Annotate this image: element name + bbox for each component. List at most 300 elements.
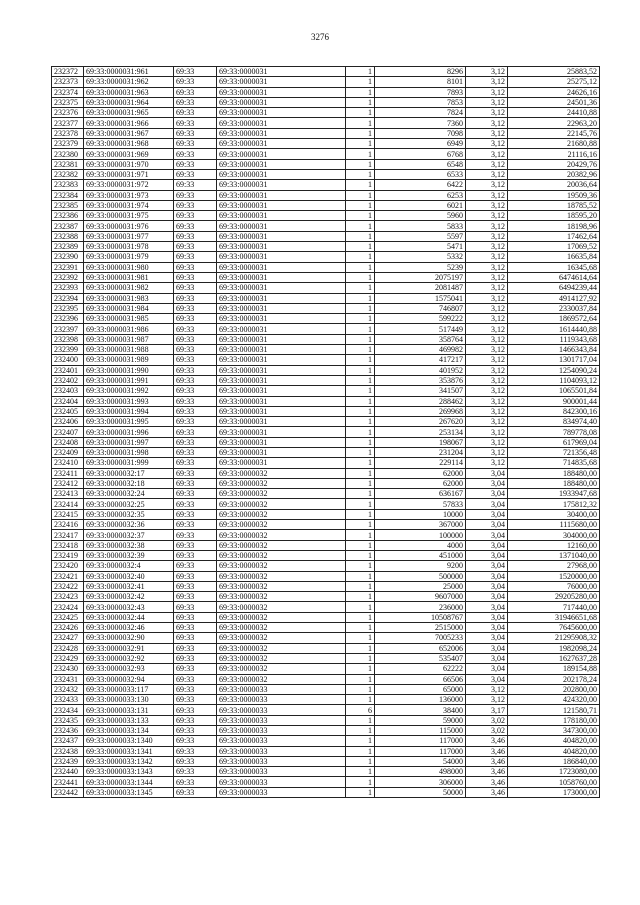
rate-cell: 3,04 <box>466 550 508 560</box>
cadastral-number-cell: 69:33:0000032:39 <box>84 550 174 560</box>
area-cell: 5471 <box>375 242 466 252</box>
row-number-cell: 232389 <box>52 242 84 252</box>
quarter-number-cell: 69:33:0000032 <box>217 571 346 581</box>
row-number-cell: 232438 <box>52 746 84 756</box>
quarter-number-cell: 69:33:0000033 <box>217 715 346 725</box>
count-cell: 1 <box>346 540 375 550</box>
quarter-number-cell: 69:33:0000032 <box>217 509 346 519</box>
table-row <box>52 87 600 97</box>
table-row <box>52 509 600 519</box>
row-number-cell: 232406 <box>52 417 84 427</box>
rate-cell: 3,12 <box>466 375 508 385</box>
cadastral-number-cell: 69:33:0000033:117 <box>84 684 174 694</box>
table-row <box>52 458 600 468</box>
region-code-cell: 69:33 <box>174 787 217 797</box>
rate-cell: 3,12 <box>466 221 508 231</box>
quarter-number-cell: 69:33:0000031 <box>217 108 346 118</box>
area-cell: 50000 <box>375 787 466 797</box>
cadastral-value-cell: 1627637,28 <box>508 653 600 663</box>
region-code-cell: 69:33 <box>174 139 217 149</box>
table-row <box>52 705 600 715</box>
table-row <box>52 726 600 736</box>
table-row <box>52 293 600 303</box>
row-number-cell: 232430 <box>52 664 84 674</box>
rate-cell: 3,04 <box>466 581 508 591</box>
rate-cell: 3,12 <box>466 386 508 396</box>
rate-cell: 3,04 <box>466 468 508 478</box>
area-cell: 62000 <box>375 478 466 488</box>
row-number-cell: 232387 <box>52 221 84 231</box>
cadastral-value-cell: 24501,36 <box>508 97 600 107</box>
cadastral-number-cell: 69:33:0000031:970 <box>84 159 174 169</box>
rate-cell: 3,04 <box>466 561 508 571</box>
row-number-cell: 232419 <box>52 550 84 560</box>
cadastral-value-cell: 178180,00 <box>508 715 600 725</box>
cadastral-number-cell: 69:33:0000032:35 <box>84 509 174 519</box>
count-cell: 1 <box>346 77 375 87</box>
row-number-cell: 232376 <box>52 108 84 118</box>
cadastral-number-cell: 69:33:0000032:24 <box>84 489 174 499</box>
table-row <box>52 489 600 499</box>
quarter-number-cell: 69:33:0000032 <box>217 489 346 499</box>
quarter-number-cell: 69:33:0000031 <box>217 365 346 375</box>
cadastral-value-cell: 175812,32 <box>508 499 600 509</box>
row-number-cell: 232434 <box>52 705 84 715</box>
row-number-cell: 232404 <box>52 396 84 406</box>
quarter-number-cell: 69:33:0000031 <box>217 314 346 324</box>
region-code-cell: 69:33 <box>174 715 217 725</box>
cadastral-number-cell: 69:33:0000032:92 <box>84 653 174 663</box>
region-code-cell: 69:33 <box>174 314 217 324</box>
rate-cell: 3,46 <box>466 767 508 777</box>
quarter-number-cell: 69:33:0000032 <box>217 643 346 653</box>
table-row <box>52 67 600 77</box>
region-code-cell: 69:33 <box>174 592 217 602</box>
rate-cell: 3,12 <box>466 458 508 468</box>
area-cell: 136000 <box>375 695 466 705</box>
rate-cell: 3,12 <box>466 252 508 262</box>
region-code-cell: 69:33 <box>174 334 217 344</box>
cadastral-value-cell: 27968,00 <box>508 561 600 571</box>
area-cell: 57833 <box>375 499 466 509</box>
region-code-cell: 69:33 <box>174 180 217 190</box>
count-cell: 1 <box>346 643 375 653</box>
cadastral-value-cell: 1371040,00 <box>508 550 600 560</box>
rate-cell: 3,12 <box>466 437 508 447</box>
rate-cell: 3,04 <box>466 571 508 581</box>
row-number-cell: 232400 <box>52 355 84 365</box>
cadastral-value-cell: 1065501,84 <box>508 386 600 396</box>
table-row <box>52 77 600 87</box>
quarter-number-cell: 69:33:0000031 <box>217 67 346 77</box>
area-cell: 66506 <box>375 674 466 684</box>
region-code-cell: 69:33 <box>174 437 217 447</box>
table-row <box>52 139 600 149</box>
region-code-cell: 69:33 <box>174 406 217 416</box>
region-code-cell: 69:33 <box>174 190 217 200</box>
quarter-number-cell: 69:33:0000031 <box>217 139 346 149</box>
row-number-cell: 232383 <box>52 180 84 190</box>
cadastral-value-cell: 789778,08 <box>508 427 600 437</box>
cadastral-value-cell: 721356,48 <box>508 447 600 457</box>
count-cell: 1 <box>346 128 375 138</box>
area-cell: 535407 <box>375 653 466 663</box>
table-row <box>52 633 600 643</box>
cadastral-number-cell: 69:33:0000031:965 <box>84 108 174 118</box>
table-row <box>52 746 600 756</box>
area-cell: 6253 <box>375 190 466 200</box>
cadastral-number-cell: 69:33:0000032:4 <box>84 561 174 571</box>
cadastral-number-cell: 69:33:0000031:989 <box>84 355 174 365</box>
rate-cell: 3,04 <box>466 530 508 540</box>
cadastral-number-cell: 69:33:0000032:91 <box>84 643 174 653</box>
quarter-number-cell: 69:33:0000031 <box>217 180 346 190</box>
cadastral-value-cell: 173000,00 <box>508 787 600 797</box>
row-number-cell: 232408 <box>52 437 84 447</box>
area-cell: 117000 <box>375 736 466 746</box>
region-code-cell: 69:33 <box>174 664 217 674</box>
table-row <box>52 200 600 210</box>
row-number-cell: 232390 <box>52 252 84 262</box>
cadastral-value-cell: 1119343,68 <box>508 334 600 344</box>
table-row <box>52 169 600 179</box>
count-cell: 1 <box>346 653 375 663</box>
region-code-cell: 69:33 <box>174 478 217 488</box>
rate-cell: 3,46 <box>466 736 508 746</box>
quarter-number-cell: 69:33:0000032 <box>217 478 346 488</box>
count-cell: 1 <box>346 211 375 221</box>
rate-cell: 3,04 <box>466 499 508 509</box>
cadastral-number-cell: 69:33:0000031:967 <box>84 128 174 138</box>
quarter-number-cell: 69:33:0000031 <box>217 283 346 293</box>
quarter-number-cell: 69:33:0000031 <box>217 149 346 159</box>
count-cell: 1 <box>346 623 375 633</box>
rate-cell: 3,12 <box>466 293 508 303</box>
cadastral-value-cell: 714835,68 <box>508 458 600 468</box>
area-cell: 5597 <box>375 231 466 241</box>
table-row <box>52 530 600 540</box>
region-code-cell: 69:33 <box>174 427 217 437</box>
table-row <box>52 303 600 313</box>
row-number-cell: 232395 <box>52 303 84 313</box>
rate-cell: 3,12 <box>466 272 508 282</box>
area-cell: 62222 <box>375 664 466 674</box>
cadastral-number-cell: 69:33:0000033:1345 <box>84 787 174 797</box>
quarter-number-cell: 69:33:0000032 <box>217 530 346 540</box>
quarter-number-cell: 69:33:0000031 <box>217 97 346 107</box>
rate-cell: 3,04 <box>466 612 508 622</box>
area-cell: 9607000 <box>375 592 466 602</box>
count-cell: 1 <box>346 406 375 416</box>
cadastral-value-cell: 617969,04 <box>508 437 600 447</box>
rate-cell: 3,46 <box>466 756 508 766</box>
area-cell: 451000 <box>375 550 466 560</box>
row-number-cell: 232416 <box>52 520 84 530</box>
rate-cell: 3,12 <box>466 365 508 375</box>
area-cell: 353876 <box>375 375 466 385</box>
area-cell: 54000 <box>375 756 466 766</box>
cadastral-value-cell: 31946651,68 <box>508 612 600 622</box>
quarter-number-cell: 69:33:0000033 <box>217 726 346 736</box>
count-cell: 1 <box>346 108 375 118</box>
cadastral-value-cell: 1104093,12 <box>508 375 600 385</box>
row-number-cell: 232426 <box>52 623 84 633</box>
rate-cell: 3,12 <box>466 200 508 210</box>
table-row <box>52 417 600 427</box>
count-cell: 1 <box>346 396 375 406</box>
table-row <box>52 674 600 684</box>
quarter-number-cell: 69:33:0000031 <box>217 190 346 200</box>
table-row <box>52 540 600 550</box>
rate-cell: 3,04 <box>466 478 508 488</box>
cadastral-value-cell: 18595,20 <box>508 211 600 221</box>
region-code-cell: 69:33 <box>174 252 217 262</box>
area-cell: 7893 <box>375 87 466 97</box>
area-cell: 117000 <box>375 746 466 756</box>
table-row <box>52 561 600 571</box>
count-cell: 1 <box>346 458 375 468</box>
cadastral-number-cell: 69:33:0000031:961 <box>84 67 174 77</box>
region-code-cell: 69:33 <box>174 283 217 293</box>
area-cell: 5332 <box>375 252 466 262</box>
cadastral-value-cell: 17069,52 <box>508 242 600 252</box>
region-code-cell: 69:33 <box>174 149 217 159</box>
row-number-cell: 232433 <box>52 695 84 705</box>
row-number-cell: 232403 <box>52 386 84 396</box>
area-cell: 65000 <box>375 684 466 694</box>
table-row <box>52 664 600 674</box>
row-number-cell: 232374 <box>52 87 84 97</box>
table-row <box>52 211 600 221</box>
row-number-cell: 232428 <box>52 643 84 653</box>
count-cell: 1 <box>346 633 375 643</box>
rate-cell: 3,04 <box>466 674 508 684</box>
cadastral-number-cell: 69:33:0000031:997 <box>84 437 174 447</box>
region-code-cell: 69:33 <box>174 736 217 746</box>
area-cell: 306000 <box>375 777 466 787</box>
rate-cell: 3,12 <box>466 262 508 272</box>
cadastral-value-cell: 1723080,00 <box>508 767 600 777</box>
quarter-number-cell: 69:33:0000033 <box>217 746 346 756</box>
area-cell: 253134 <box>375 427 466 437</box>
cadastral-number-cell: 69:33:0000032:42 <box>84 592 174 602</box>
cadastral-number-cell: 69:33:0000031:974 <box>84 200 174 210</box>
row-number-cell: 232398 <box>52 334 84 344</box>
cadastral-number-cell: 69:33:0000031:978 <box>84 242 174 252</box>
row-number-cell: 232391 <box>52 262 84 272</box>
count-cell: 1 <box>346 777 375 787</box>
region-code-cell: 69:33 <box>174 169 217 179</box>
table-row <box>52 334 600 344</box>
rate-cell: 3,12 <box>466 324 508 334</box>
count-cell: 1 <box>346 674 375 684</box>
count-cell: 1 <box>346 283 375 293</box>
area-cell: 341507 <box>375 386 466 396</box>
row-number-cell: 232427 <box>52 633 84 643</box>
quarter-number-cell: 69:33:0000032 <box>217 623 346 633</box>
area-cell: 198067 <box>375 437 466 447</box>
cadastral-number-cell: 69:33:0000031:996 <box>84 427 174 437</box>
table-row <box>52 478 600 488</box>
table-row <box>52 386 600 396</box>
region-code-cell: 69:33 <box>174 581 217 591</box>
rate-cell: 3,02 <box>466 715 508 725</box>
quarter-number-cell: 69:33:0000031 <box>217 386 346 396</box>
region-code-cell: 69:33 <box>174 396 217 406</box>
cadastral-value-cell: 6494239,44 <box>508 283 600 293</box>
cadastral-number-cell: 69:33:0000033:134 <box>84 726 174 736</box>
cadastral-value-cell: 347300,00 <box>508 726 600 736</box>
row-number-cell: 232414 <box>52 499 84 509</box>
rate-cell: 3,12 <box>466 417 508 427</box>
area-cell: 10000 <box>375 509 466 519</box>
count-cell: 1 <box>346 684 375 694</box>
count-cell: 1 <box>346 149 375 159</box>
quarter-number-cell: 69:33:0000032 <box>217 520 346 530</box>
area-cell: 7853 <box>375 97 466 107</box>
rate-cell: 3,04 <box>466 623 508 633</box>
table-row <box>52 592 600 602</box>
rate-cell: 3,12 <box>466 77 508 87</box>
row-number-cell: 232378 <box>52 128 84 138</box>
table-row <box>52 365 600 375</box>
cadastral-number-cell: 69:33:0000033:131 <box>84 705 174 715</box>
table-row <box>52 715 600 725</box>
table-row <box>52 149 600 159</box>
region-code-cell: 69:33 <box>174 159 217 169</box>
row-number-cell: 232442 <box>52 787 84 797</box>
count-cell: 1 <box>346 139 375 149</box>
cadastral-number-cell: 69:33:0000031:971 <box>84 169 174 179</box>
row-number-cell: 232373 <box>52 77 84 87</box>
rate-cell: 3,12 <box>466 303 508 313</box>
cadastral-number-cell: 69:33:0000031:977 <box>84 231 174 241</box>
region-code-cell: 69:33 <box>174 118 217 128</box>
cadastral-value-cell: 186840,00 <box>508 756 600 766</box>
count-cell: 1 <box>346 190 375 200</box>
cadastral-number-cell: 69:33:0000032:17 <box>84 468 174 478</box>
region-code-cell: 69:33 <box>174 87 217 97</box>
count-cell: 1 <box>346 345 375 355</box>
rate-cell: 3,46 <box>466 777 508 787</box>
table-row <box>52 787 600 797</box>
area-cell: 59000 <box>375 715 466 725</box>
count-cell: 1 <box>346 427 375 437</box>
area-cell: 4000 <box>375 540 466 550</box>
rate-cell: 3,12 <box>466 97 508 107</box>
table-row <box>52 499 600 509</box>
table-row <box>52 252 600 262</box>
cadastral-number-cell: 69:33:0000032:94 <box>84 674 174 684</box>
table-row <box>52 180 600 190</box>
count-cell: 1 <box>346 612 375 622</box>
row-number-cell: 232394 <box>52 293 84 303</box>
quarter-number-cell: 69:33:0000032 <box>217 540 346 550</box>
region-code-cell: 69:33 <box>174 674 217 684</box>
count-cell: 1 <box>346 314 375 324</box>
region-code-cell: 69:33 <box>174 200 217 210</box>
count-cell: 1 <box>346 200 375 210</box>
count-cell: 6 <box>346 705 375 715</box>
count-cell: 1 <box>346 447 375 457</box>
area-cell: 5833 <box>375 221 466 231</box>
area-cell: 8296 <box>375 67 466 77</box>
quarter-number-cell: 69:33:0000033 <box>217 705 346 715</box>
region-code-cell: 69:33 <box>174 726 217 736</box>
cadastral-number-cell: 69:33:0000032:36 <box>84 520 174 530</box>
table-row <box>52 231 600 241</box>
rate-cell: 3,12 <box>466 447 508 457</box>
cadastral-number-cell: 69:33:0000032:93 <box>84 664 174 674</box>
area-cell: 6768 <box>375 149 466 159</box>
cadastral-number-cell: 69:33:0000031:991 <box>84 375 174 385</box>
area-cell: 115000 <box>375 726 466 736</box>
area-cell: 6949 <box>375 139 466 149</box>
table-row <box>52 695 600 705</box>
row-number-cell: 232417 <box>52 530 84 540</box>
area-cell: 7098 <box>375 128 466 138</box>
rate-cell: 3,12 <box>466 108 508 118</box>
quarter-number-cell: 69:33:0000031 <box>217 87 346 97</box>
rate-cell: 3,04 <box>466 653 508 663</box>
quarter-number-cell: 69:33:0000033 <box>217 767 346 777</box>
rate-cell: 3,12 <box>466 406 508 416</box>
cadastral-number-cell: 69:33:0000032:44 <box>84 612 174 622</box>
quarter-number-cell: 69:33:0000031 <box>217 396 346 406</box>
cadastral-number-cell: 69:33:0000032:90 <box>84 633 174 643</box>
row-number-cell: 232379 <box>52 139 84 149</box>
cadastral-number-cell: 69:33:0000032:18 <box>84 478 174 488</box>
quarter-number-cell: 69:33:0000032 <box>217 633 346 643</box>
count-cell: 1 <box>346 365 375 375</box>
cadastral-number-cell: 69:33:0000031:984 <box>84 303 174 313</box>
cadastral-value-cell: 22145,76 <box>508 128 600 138</box>
cadastral-value-cell: 24626,16 <box>508 87 600 97</box>
rate-cell: 3,04 <box>466 489 508 499</box>
region-code-cell: 69:33 <box>174 355 217 365</box>
table-row <box>52 97 600 107</box>
rate-cell: 3,12 <box>466 87 508 97</box>
row-number-cell: 232382 <box>52 169 84 179</box>
region-code-cell: 69:33 <box>174 623 217 633</box>
area-cell: 6422 <box>375 180 466 190</box>
row-number-cell: 232415 <box>52 509 84 519</box>
count-cell: 1 <box>346 97 375 107</box>
cadastral-number-cell: 69:33:0000033:133 <box>84 715 174 725</box>
cadastral-value-cell: 18785,52 <box>508 200 600 210</box>
quarter-number-cell: 69:33:0000031 <box>217 406 346 416</box>
quarter-number-cell: 69:33:0000032 <box>217 499 346 509</box>
region-code-cell: 69:33 <box>174 272 217 282</box>
cadastral-value-cell: 20036,64 <box>508 180 600 190</box>
row-number-cell: 232432 <box>52 684 84 694</box>
row-number-cell: 232418 <box>52 540 84 550</box>
cadastral-value-cell: 1869572,64 <box>508 314 600 324</box>
quarter-number-cell: 69:33:0000033 <box>217 695 346 705</box>
region-code-cell: 69:33 <box>174 777 217 787</box>
table-row <box>52 437 600 447</box>
table-row <box>52 118 600 128</box>
area-cell: 6548 <box>375 159 466 169</box>
cadastral-number-cell: 69:33:0000031:966 <box>84 118 174 128</box>
count-cell: 1 <box>346 242 375 252</box>
region-code-cell: 69:33 <box>174 458 217 468</box>
table-row <box>52 612 600 622</box>
region-code-cell: 69:33 <box>174 221 217 231</box>
area-cell: 8101 <box>375 77 466 87</box>
quarter-number-cell: 69:33:0000031 <box>217 324 346 334</box>
cadastral-number-cell: 69:33:0000033:1341 <box>84 746 174 756</box>
